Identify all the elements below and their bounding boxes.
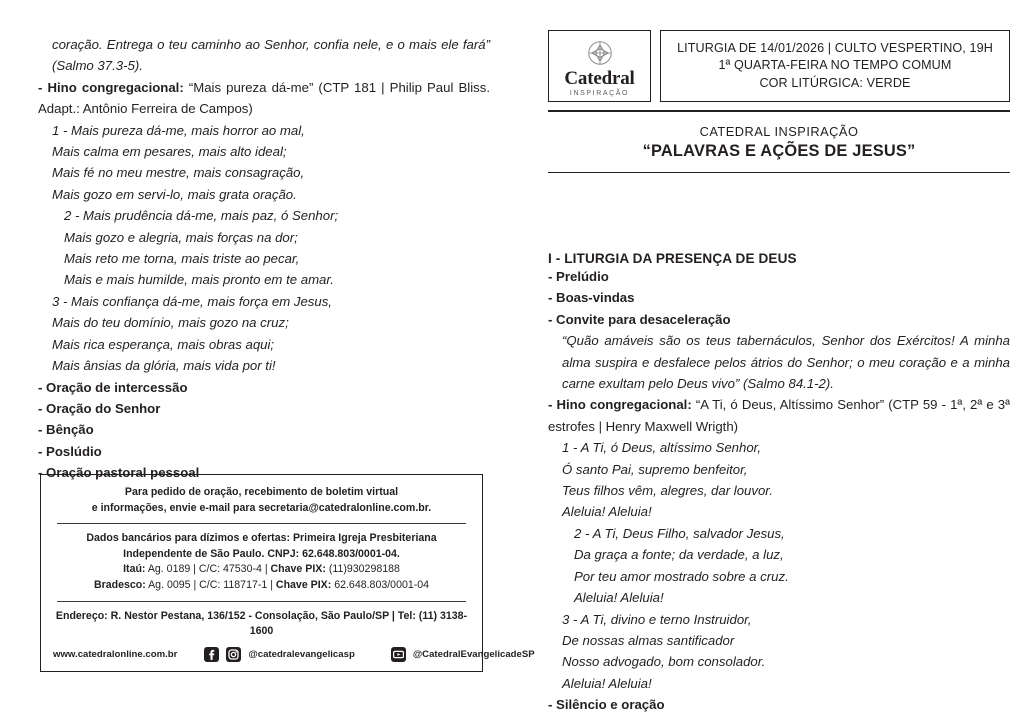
bradesco-label: Bradesco: — [93, 578, 146, 591]
hymn-verse-line: Aleluia! Aleluia! — [562, 675, 652, 691]
bradesco-account: Ag. 0095 | C/C: 118717-1 | — [145, 578, 276, 591]
itau-account: Ag. 0189 | C/C: 47530-4 | — [145, 563, 271, 576]
bank-lines-line: Dados bancários para dízimos e ofertas: Primeira Igreja Presbiteriana — [86, 532, 437, 545]
left-column — [38, 0, 535, 724]
bradesco-pix-label: Chave PIX: — [275, 578, 332, 591]
spacer — [548, 173, 1010, 251]
hymn-verse-line: Da graça a fonte; da verdade, a luz, — [574, 547, 784, 563]
header-rule — [548, 110, 1010, 112]
service-info-box — [660, 30, 1010, 102]
bank-lines — [53, 531, 470, 562]
liturgy-item: - Poslúdio — [38, 443, 102, 459]
right-column — [548, 0, 1014, 724]
hymn-verse-line: Mais gozo e alegria, mais forças na dor; — [64, 229, 298, 245]
hymn-verse-line: Mais gozo em servi-lo, mais grata oração. — [52, 186, 297, 202]
hymn-heading-label: - Hino congregacional: — [548, 397, 692, 413]
liturgy-item: - Oração pastoral pessoal — [38, 465, 200, 481]
social-row — [53, 647, 535, 662]
logo-subtitle: INSPIRAÇÃO — [569, 89, 630, 97]
youtube-icon[interactable] — [391, 647, 406, 662]
church-name: CATEDRAL INSPIRAÇÃO — [699, 124, 859, 139]
liturgy-item: - Boas-vindas — [548, 290, 635, 306]
bank-lines-line: Independente de São Paulo. CNPJ: 62.648.803/0001-04. — [123, 547, 400, 560]
left-column-body — [38, 34, 494, 484]
hymn-heading — [548, 394, 1014, 437]
hymn-verse-line: Mais ânsias da glória, mais vida por ti! — [52, 358, 276, 374]
hymn-heading — [38, 77, 493, 120]
contact-lines-line: e informações, envie e-mail para secretaria@catedralonline.com.br. — [91, 501, 432, 514]
instagram-icon[interactable] — [226, 647, 241, 662]
divider — [57, 601, 466, 602]
hymn-verse-line: Ó santo Pai, supremo benfeitor, — [562, 461, 748, 477]
bank-itau-line — [53, 562, 470, 578]
hymn-heading-detail: “Mais pureza dá-me” (CTP 181 | Philip Paul Bliss. Adapt.: Antônio Ferreira de Campos) — [38, 79, 493, 117]
scripture-quote: “Quão amáveis são os teus tabernáculos, Senhor dos Exércitos! A minha alma suspira e desfalece pelos átrios do Senhor; o meu coração e a minha carne exultam pelo Deus vivo” (Salmo 84.1-2). — [562, 333, 1014, 392]
hymn-verse-line: Por teu amor mostrado sobre a cruz. — [574, 568, 789, 584]
hymn-verse-line: Mais calma em pesares, mais alto ideal; — [52, 144, 287, 160]
liturgical-day-line: 1ª QUARTA-FEIRA NO TEMPO COMUM — [718, 58, 952, 73]
instagram-handle[interactable]: @catedralevangelicasp — [248, 648, 355, 660]
header-row — [548, 30, 1010, 102]
liturgy-section-title: I - LITURGIA DA PRESENÇA DE DEUS — [548, 251, 797, 266]
right-column-body — [548, 266, 1014, 716]
divider — [57, 523, 466, 524]
hymn-verse-line: 1 - A Ti, ó Deus, altíssimo Senhor, — [562, 440, 761, 456]
contact-lines — [53, 485, 470, 516]
itau-label: Itaú: — [123, 563, 146, 576]
liturgy-item: - Oração do Senhor — [38, 400, 161, 416]
itau-pix-value: (11)930298188 — [325, 563, 400, 576]
liturgy-item: - Prelúdio — [548, 269, 609, 284]
liturgical-color-line: COR LITÚRGICA: VERDE — [759, 75, 911, 90]
hymn-verse-line: Mais reto me torna, mais triste ao pecar, — [64, 251, 300, 267]
bradesco-pix-value: 62.648.803/0001-04 — [331, 578, 430, 591]
hymn-verse-line: Mais do teu domínio, mais gozo na cruz; — [52, 315, 289, 331]
hymn-verse-line: 1 - Mais pureza dá-me, mais horror ao mal, — [52, 122, 305, 138]
website-link[interactable]: www.catedralonline.com.br — [53, 648, 178, 660]
youtube-handle[interactable]: @CatedralEvangelicadeSP — [412, 648, 535, 660]
liturgy-date-line: LITURGIA DE 14/01/2026 | CULTO VESPERTINO, 19H — [677, 40, 993, 55]
hymn-heading-label: - Hino congregacional: — [38, 79, 184, 95]
liturgy-item: - Convite para desaceleração — [548, 311, 731, 327]
hymn-verse-line: Mais rica esperança, mais obras aqui; — [52, 336, 275, 352]
bank-bradesco-line — [53, 578, 470, 594]
liturgy-item: - Oração de intercessão — [38, 379, 188, 395]
hymn-verse-line: 2 - Mais prudência dá-me, mais paz, ó Senhor; — [64, 208, 339, 224]
scripture-quote: coração. Entrega o teu caminho ao Senhor, confia nele, e o mais ele fará” (Salmo 37.3-5). — [52, 37, 494, 74]
logo-box — [548, 30, 651, 102]
service-theme: “PALAVRAS E AÇÕES DE JESUS” — [642, 142, 916, 160]
hymn-verse-line: Teus filhos vêm, alegres, dar louvor. — [562, 483, 773, 499]
hymn-verse-line: De nossas almas santificador — [562, 632, 735, 648]
hymn-verse-line: 3 - A Ti, divino e terno Instruidor, — [562, 611, 752, 627]
hymn-verse-line: Nosso advogado, bom consolador. — [562, 654, 766, 670]
hymn-heading-detail: “A Ti, ó Deus, Altíssimo Senhor” (CTP 59 - 1ª, 2ª e 3ª estrofes | Henry Maxwell Wrigth) — [548, 397, 1014, 434]
hymn-verse-line: Aleluia! Aleluia! — [562, 504, 652, 520]
itau-pix-label: Chave PIX: — [270, 563, 326, 576]
address-line: Endereço: R. Nestor Pestana, 136/152 - Consolação, São Paulo/SP | Tel: (11) 3138-1600 — [55, 609, 468, 638]
hymn-verse-line: Aleluia! Aleluia! — [574, 590, 664, 606]
info-box — [40, 474, 535, 672]
hymn-verse-line: 2 - A Ti, Deus Filho, salvador Jesus, — [574, 525, 785, 541]
liturgy-item: - Silêncio e oração — [548, 697, 665, 713]
logo-wordmark: Catedral — [564, 67, 635, 89]
hymn-verse-line: Mais fé no meu mestre, mais consagração, — [52, 165, 305, 181]
cross-compass-emblem-icon — [585, 38, 615, 68]
hymn-verse-line: 3 - Mais confiança dá-me, mais força em Jesus, — [52, 293, 332, 309]
contact-lines-line: Para pedido de oração, recebimento de boletim virtual — [124, 486, 399, 498]
hymn-verse-line: Mais e mais humilde, mais pronto em te amar. — [64, 272, 334, 288]
liturgy-item: - Bênção — [38, 422, 94, 438]
facebook-icon[interactable] — [204, 647, 219, 662]
